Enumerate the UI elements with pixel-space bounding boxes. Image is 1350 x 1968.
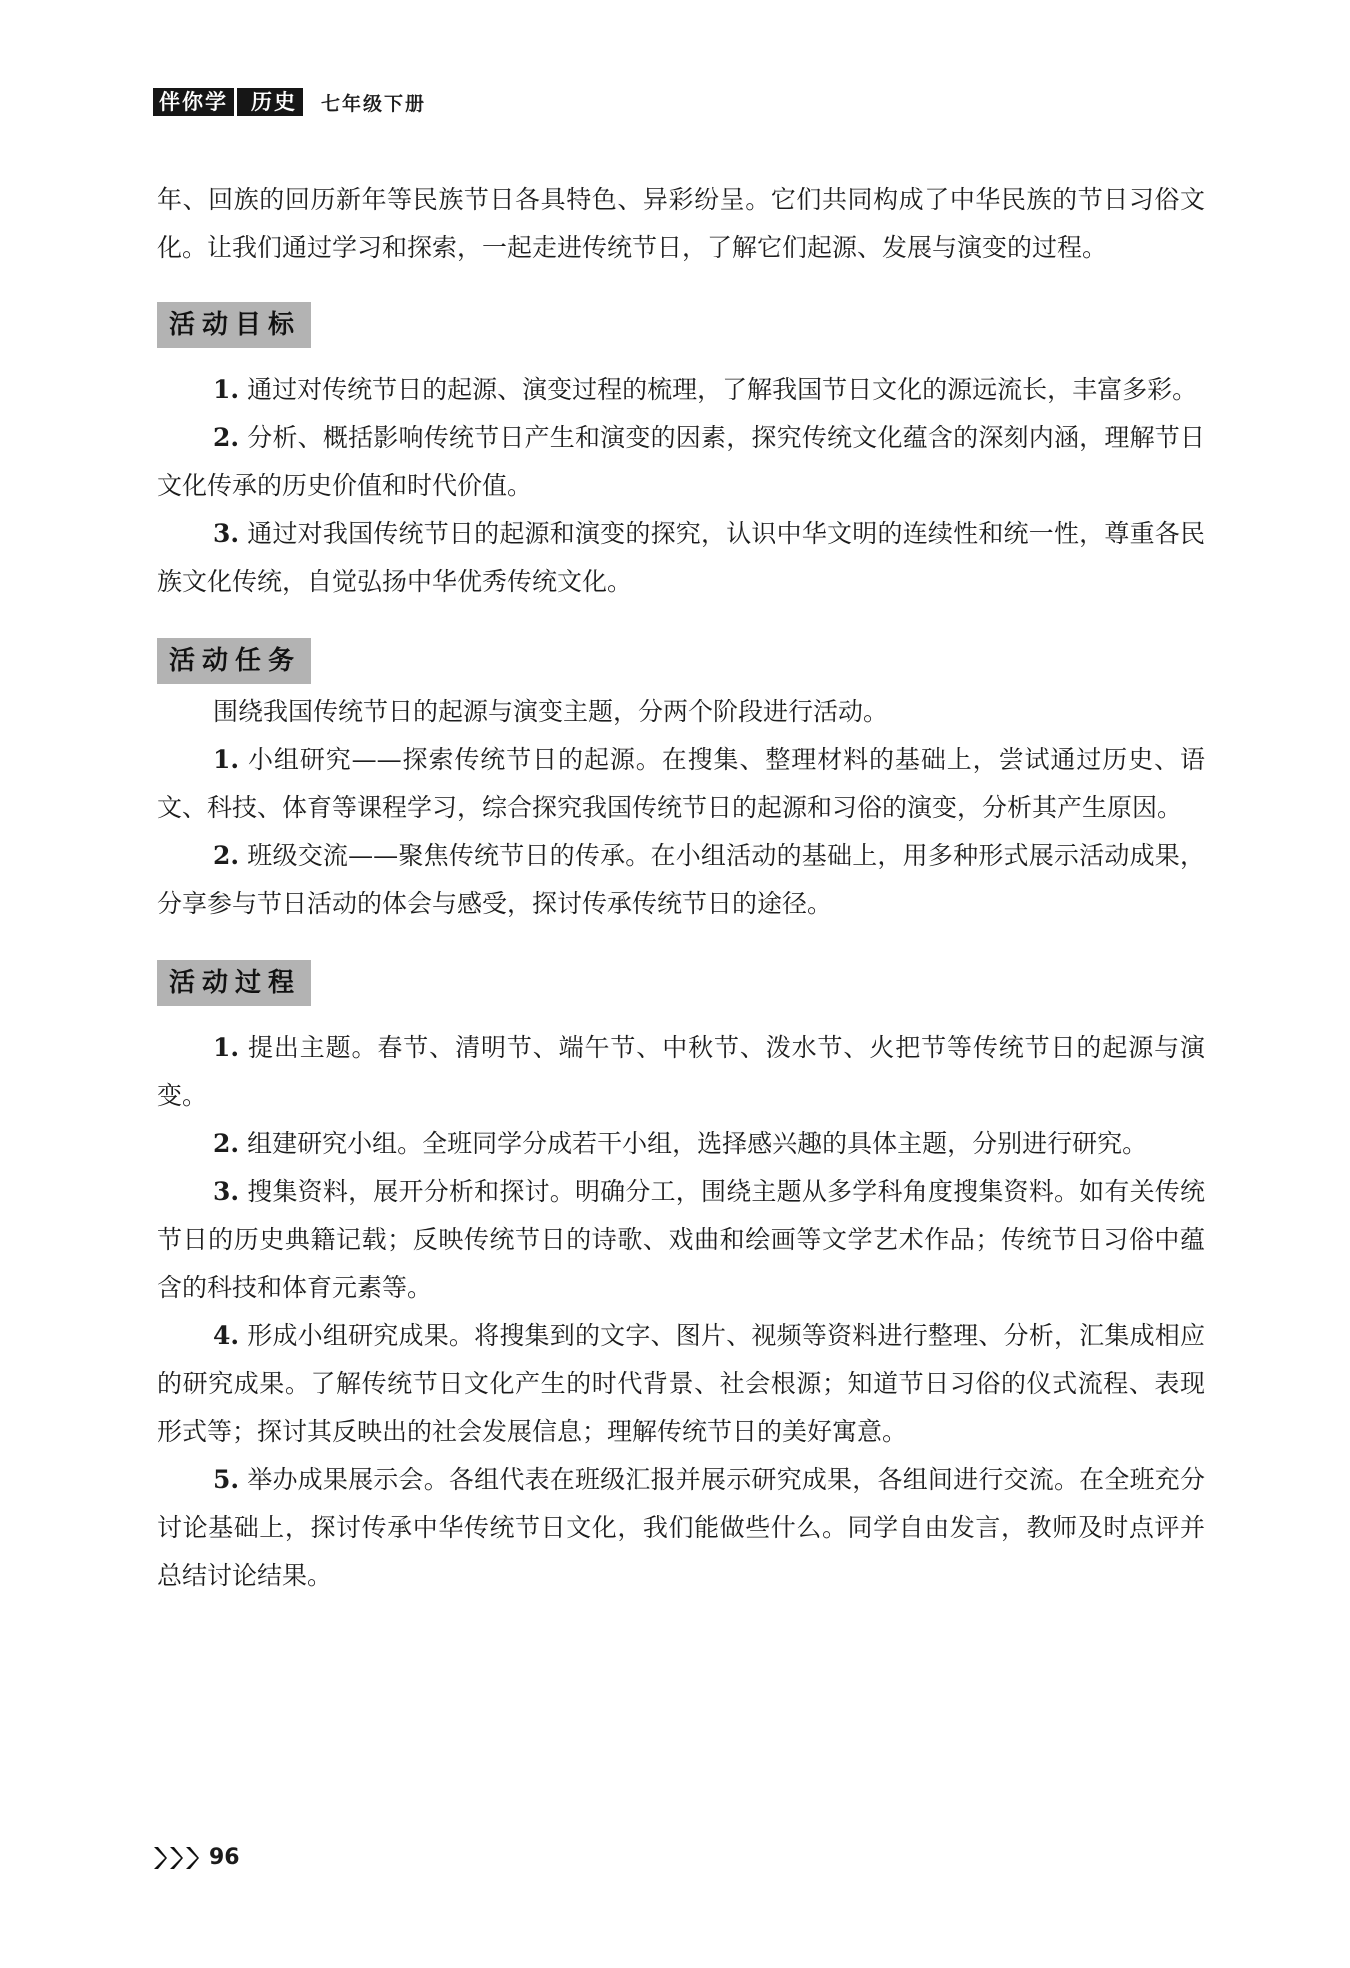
goal-number: 2. [213, 423, 240, 452]
goal-text: 通过对传统节日的起源、演变过程的梳理，了解我国节日文化的源远流长，丰富多彩。 [247, 375, 1198, 404]
process-text: 举办成果展示会。各组代表在班级汇报并展示研究成果，各组间进行交流。在全班充分讨论基础上，探讨传承中华传统节日文化，我们能做些什么。同学自由发言，教师及时点评并总结讨论结果。 [157, 1465, 1205, 1590]
goal-number: 1. [213, 375, 240, 404]
goal-text: 通过对我国传统节日的起源和演变的探究，认识中华文明的连续性和统一性，尊重各民族文化传统，自觉弘扬中华优秀传统文化。 [157, 519, 1205, 596]
section-title-goals: 活动目标 [157, 302, 311, 348]
goal-item [157, 366, 1205, 414]
goal-item [157, 510, 1205, 606]
page-number: 96 [209, 1845, 240, 1870]
process-number: 3. [213, 1177, 240, 1206]
tasks-lead: 围绕我国传统节日的起源与演变主题，分两个阶段进行活动。 [213, 697, 889, 726]
header-divider [234, 88, 245, 116]
process-text: 搜集资料，展开分析和探讨。明确分工，围绕主题从多学科角度搜集资料。如有关传统节日的历史典籍记载；反映传统节日的诗歌、戏曲和绘画等文学艺术作品；传统节日习俗中蕴含的科技和体育元素等。 [157, 1177, 1205, 1302]
intro-paragraph: 年、回族的回历新年等民族节日各具特色、异彩纷呈。它们共同构成了中华民族的节日习俗文化。让我们通过学习和探索，一起走进传统节日，了解它们起源、发展与演变的过程。 [157, 185, 1205, 262]
task-text: 班级交流——聚焦传统节日的传承。在小组活动的基础上，用多种形式展示活动成果，分享参与节日活动的体会与感受，探讨传承传统节日的途径。 [157, 841, 1205, 918]
task-number: 1. [213, 745, 240, 774]
header-subject: 历史 [245, 88, 303, 116]
process-text: 组建研究小组。全班同学分成若干小组，选择感兴趣的具体主题，分别进行研究。 [247, 1129, 1148, 1158]
section-title-process: 活动过程 [157, 960, 311, 1006]
process-text: 提出主题。春节、清明节、端午节、中秋节、泼水节、火把节等传统节日的起源与演变。 [157, 1033, 1205, 1110]
process-number: 1. [213, 1033, 240, 1062]
page-footer [153, 1845, 240, 1870]
process-number: 4. [213, 1321, 240, 1350]
process-item [157, 1024, 1205, 1120]
process-item [157, 1312, 1205, 1456]
process-text: 形成小组研究成果。将搜集到的文字、图片、视频等资料进行整理、分析，汇集成相应的研究成果。了解传统节日文化产生的时代背景、社会根源；知道节日习俗的仪式流程、表现形式等；探讨其反映出的社会发展信息；理解传统节日的美好寓意。 [157, 1321, 1205, 1446]
process-number: 5. [213, 1465, 240, 1494]
header-grade: 七年级下册 [321, 92, 427, 115]
triple-chevron-icon [153, 1846, 201, 1870]
task-item [157, 832, 1205, 928]
process-item [157, 1456, 1205, 1600]
process-item [157, 1120, 1205, 1168]
goal-item [157, 414, 1205, 510]
task-text: 小组研究——探索传统节日的起源。在搜集、整理材料的基础上，尝试通过历史、语文、科技、体育等课程学习，综合探究我国传统节日的起源和习俗的演变，分析其产生原因。 [157, 745, 1205, 822]
process-item [157, 1168, 1205, 1312]
process-number: 2. [213, 1129, 240, 1158]
task-number: 2. [213, 841, 240, 870]
goal-text: 分析、概括影响传统节日产生和演变的因素，探究传统文化蕴含的深刻内涵，理解节日文化传承的历史价值和时代价值。 [157, 423, 1205, 500]
running-header [153, 84, 426, 120]
goal-number: 3. [213, 519, 240, 548]
header-series: 伴你学 [153, 88, 234, 116]
section-title-tasks: 活动任务 [157, 638, 311, 684]
task-item [157, 736, 1205, 832]
page-body [157, 176, 1205, 1600]
